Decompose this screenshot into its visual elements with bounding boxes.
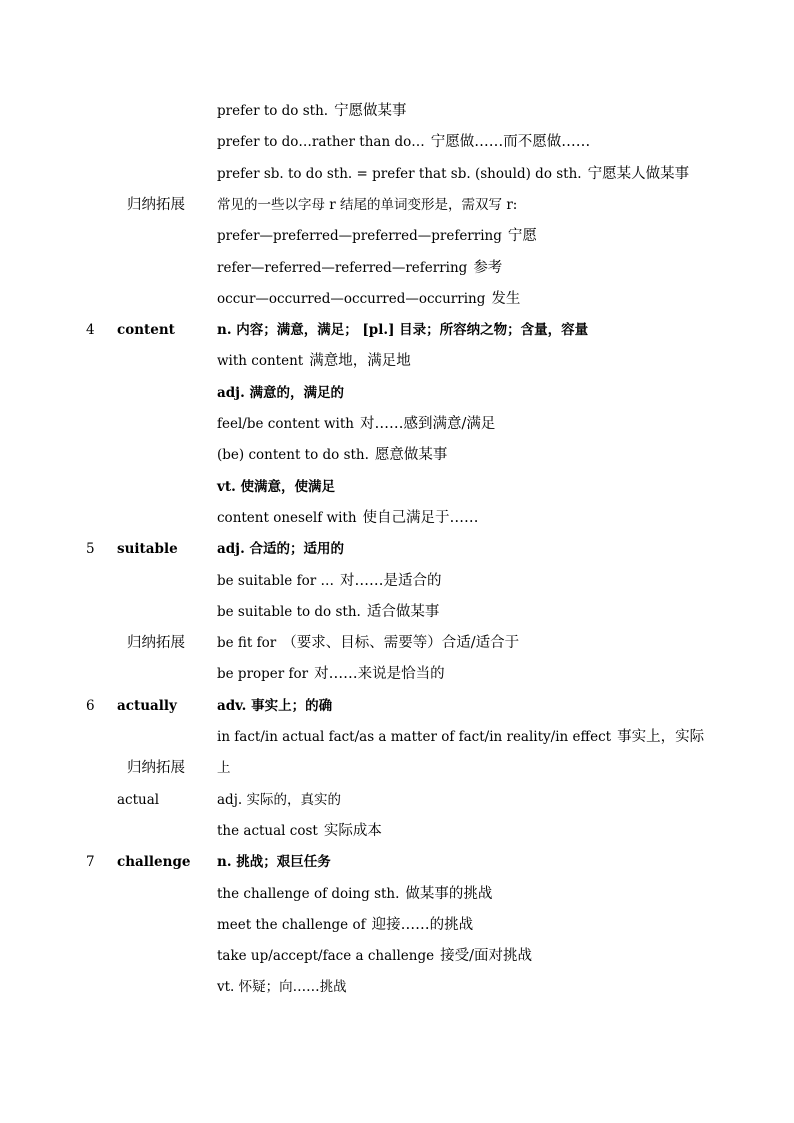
headword: suitable [117, 541, 178, 558]
entry-text [217, 695, 338, 717]
translation-text: 适合做某事 [366, 603, 440, 620]
phrase-text: be proper for [217, 666, 309, 683]
entry-text [217, 444, 447, 466]
list-item [0, 194, 794, 225]
entry-text [217, 726, 704, 748]
translation-text: 宁愿某人做某事 [587, 165, 690, 182]
list-item [0, 601, 794, 632]
phrase-text: 常见的一些以字母 r 结尾的单词变形是，需双写 r: [217, 196, 518, 213]
list-item [0, 131, 794, 162]
entry-text [217, 319, 594, 341]
translation-text: （要求、目标、需要等）合适/适合于 [282, 635, 520, 652]
phrase-text: refer—referred—referred—referring [217, 259, 468, 276]
list-item [0, 100, 794, 131]
section-label: 归纳拓展 [127, 760, 185, 777]
entry-text [217, 976, 353, 998]
list-item [0, 476, 794, 507]
phrase-text: the challenge of doing sth. [217, 885, 400, 902]
phrase-text: adj. 合适的；适用的 [217, 541, 344, 558]
entry-number: 5 [86, 541, 95, 558]
list-item [0, 507, 794, 538]
list-item [0, 538, 794, 569]
entry-text [217, 632, 519, 654]
phrase-text: be fit for [217, 635, 277, 652]
entry-text [217, 820, 382, 842]
phrase-text: n. 挑战；艰巨任务 [217, 854, 331, 871]
translation-text: 对……是适合的 [339, 572, 442, 589]
list-item [0, 319, 794, 350]
translation-text: 实际成本 [323, 822, 382, 839]
entry-text [217, 194, 523, 216]
phrase-text: prefer to do…rather than do… [217, 134, 425, 151]
headword: actually [117, 697, 177, 714]
phrase-text: adv. 事实上；的确 [217, 697, 333, 714]
translation-text: 宁愿做某事 [334, 103, 407, 119]
entry-text [217, 100, 407, 122]
phrase-text: be suitable for … [217, 572, 334, 589]
phrase-text: prefer—preferred—preferred—preferring [217, 228, 502, 245]
list-item [0, 976, 794, 1007]
entry-text [217, 163, 689, 185]
entry-text [217, 663, 445, 685]
entry-number: 6 [86, 697, 95, 714]
phrase-text: prefer sb. to do sth. = prefer that sb. (should) do sth. [217, 165, 582, 182]
translation-text: 参考 [473, 259, 503, 276]
list-item [0, 820, 794, 851]
entry-text [217, 413, 495, 435]
phrase-text: content oneself with [217, 509, 357, 526]
phrase-text: vt. 怀疑；向……挑战 [217, 979, 347, 996]
entry-text [217, 757, 237, 779]
phrase-text: (be) content to do sth. [217, 447, 369, 464]
list-item [0, 632, 794, 663]
entry-number: 4 [86, 322, 95, 339]
phrase-text: 上 [217, 760, 231, 777]
entry-text [217, 350, 411, 372]
list-item [0, 163, 794, 194]
translation-text: 事实上，实际 [617, 729, 705, 745]
phrase-text: be suitable to do sth. [217, 603, 361, 620]
list-item [0, 695, 794, 726]
list-item [0, 789, 794, 820]
entry-text [217, 288, 520, 310]
list-item [0, 382, 794, 413]
list-item [0, 851, 794, 882]
phrase-text: adj. 满意的，满足的 [217, 384, 344, 401]
phrase-text: prefer to do sth. [217, 103, 329, 119]
entry-text [217, 851, 337, 873]
entry-text [217, 789, 347, 811]
entry-text [217, 225, 537, 247]
entry-text [217, 914, 473, 936]
list-item [0, 726, 794, 757]
translation-text: 使自己满足于…… [362, 509, 479, 526]
phrase-text: meet the challenge of [217, 916, 366, 933]
translation-text: 发生 [491, 290, 521, 307]
entry-text [217, 570, 441, 592]
translation-text: 对……来说是恰当的 [314, 666, 445, 683]
list-item [0, 444, 794, 475]
list-item [0, 257, 794, 288]
translation-text: 满意地，满足地 [309, 353, 411, 370]
translation-text: 接受/面对挑战 [440, 948, 532, 965]
entry-text [217, 601, 439, 623]
entry-number: 7 [86, 854, 95, 871]
entry-text [217, 883, 492, 905]
translation-text: 对……感到满意/满足 [359, 416, 496, 432]
list-item [0, 945, 794, 976]
phrase-text: in fact/in actual fact/as a matter of fact/in reality/in effect [217, 729, 612, 745]
headword: content [117, 322, 175, 339]
list-item [0, 663, 794, 694]
list-item [0, 883, 794, 914]
list-item [0, 413, 794, 444]
phrase-text: adj. 实际的，真实的 [217, 791, 341, 808]
phrase-text: take up/accept/face a challenge [217, 948, 435, 965]
list-item [0, 914, 794, 945]
entry-text [217, 538, 350, 560]
entry-text [217, 257, 502, 279]
list-item [0, 757, 794, 788]
translation-text: 宁愿 [507, 228, 537, 245]
section-label: 归纳拓展 [127, 196, 185, 213]
section-label: 归纳拓展 [127, 635, 185, 652]
phrase-text: feel/be content with [217, 416, 354, 432]
headword: actual [117, 791, 160, 808]
entry-text [217, 945, 532, 967]
phrase-text: with content [217, 353, 304, 370]
entry-text [217, 382, 350, 404]
list-item [0, 350, 794, 381]
entry-text [217, 507, 479, 529]
translation-text: 迎接……的挑战 [371, 916, 474, 933]
phrase-text: occur—occurred—occurred—occurring [217, 290, 486, 307]
translation-text: 做某事的挑战 [405, 885, 493, 902]
headword: challenge [117, 854, 191, 871]
phrase-text: the actual cost [217, 822, 318, 839]
list-item [0, 570, 794, 601]
list-item [0, 225, 794, 256]
phrase-text: vt. 使满意，使满足 [217, 478, 335, 495]
entry-text [217, 131, 590, 153]
entry-text [217, 476, 341, 498]
list-item [0, 288, 794, 319]
translation-text: 愿意做某事 [374, 447, 448, 464]
phrase-text: n. 内容；满意，满足； [pl.] 目录；所容纳之物；含量，容量 [217, 322, 589, 339]
translation-text: 宁愿做……而不愿做…… [430, 134, 591, 151]
